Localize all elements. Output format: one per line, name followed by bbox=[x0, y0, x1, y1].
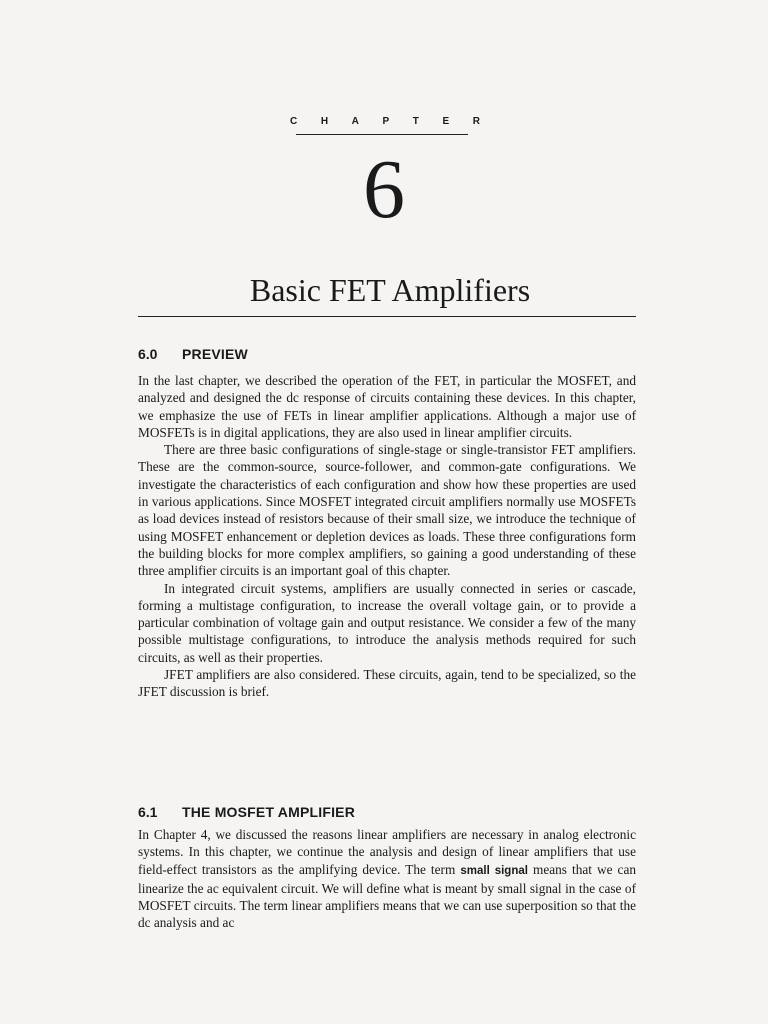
chapter-label bbox=[290, 116, 480, 127]
chapter-number: 6 bbox=[363, 143, 405, 236]
chapter-label-letter: E bbox=[442, 116, 450, 127]
chapter-title-rule bbox=[138, 316, 636, 317]
section-number: 6.1 bbox=[138, 804, 158, 820]
chapter-label-rule bbox=[296, 134, 468, 135]
chapter-label-letter: A bbox=[351, 116, 359, 127]
section-body-mosfet-amplifier bbox=[138, 826, 636, 932]
paragraph-text: means that we can linearize the ac equivalent circuit. We will define what is meant by small signal in the case of MOSFET circuits. The term linear amplifiers means that we can use superposition so that the dc analysis and ac bbox=[138, 861, 637, 931]
defined-term: small signal bbox=[460, 864, 528, 877]
chapter-label-letter: C bbox=[290, 116, 298, 127]
chapter-title: Basic FET Amplifiers bbox=[249, 272, 531, 308]
paragraph-text: In Chapter 4, we discussed the reasons linear amplifiers are necessary in analog electronic systems. In this chapter, we continue the analysis and design of linear amplifiers that use field-effect transistors as the amplifying device. The term bbox=[138, 827, 636, 877]
chapter-label-letter: R bbox=[472, 116, 480, 127]
chapter-label-letter: H bbox=[320, 116, 329, 127]
chapter-label-letter: P bbox=[382, 116, 390, 127]
section-heading-preview bbox=[138, 345, 248, 363]
chapter-label-letter: T bbox=[412, 116, 419, 127]
paragraph: There are three basic configurations of single-stage or single-transistor FET amplifiers. These are the common-source, source-follower, and common-gate configurations. We investigate the characteristics of each configuration and show how these properties are used in various applications. Since MOSFET integrated circuit amplifiers normally use MOSFETs as load devices instead of resistors because of their small size, we introduce the technique of using MOSFET enhancement or depletion devices as loads. These three configurations form the building blocks for more complex amplifiers, so gaining a good understanding of these three amplifier circuits is an important goal of this chapter. bbox=[138, 442, 636, 579]
section-number: 6.0 bbox=[138, 346, 158, 362]
section-heading-mosfet-amplifier bbox=[138, 803, 355, 821]
paragraph: In integrated circuit systems, amplifiers are usually connected in series or cascade, forming a multistage configuration, to increase the overall voltage gain, or to provide a particular combination of voltage gain and output resistance. We consider a few of the many possible multistage configurations, to introduce the analysis methods required for such circuits, as well as their properties. bbox=[138, 580, 636, 665]
section-title: PREVIEW bbox=[182, 346, 248, 362]
paragraph: In the last chapter, we described the operation of the FET, in particular the MOSFET, and analyzed and designed the dc response of circuits containing these devices. In this chapter, we emphasize the use of FETs in linear amplifier applications. Although a major use of MOSFETs is in digital applications, they are also used in linear amplifier circuits. bbox=[138, 373, 636, 440]
paragraph bbox=[138, 826, 636, 932]
section-title: THE MOSFET AMPLIFIER bbox=[182, 804, 356, 820]
paragraph: JFET amplifiers are also considered. These circuits, again, tend to be specialized, so the JFET discussion is brief. bbox=[138, 667, 636, 700]
section-body-preview bbox=[138, 372, 636, 701]
